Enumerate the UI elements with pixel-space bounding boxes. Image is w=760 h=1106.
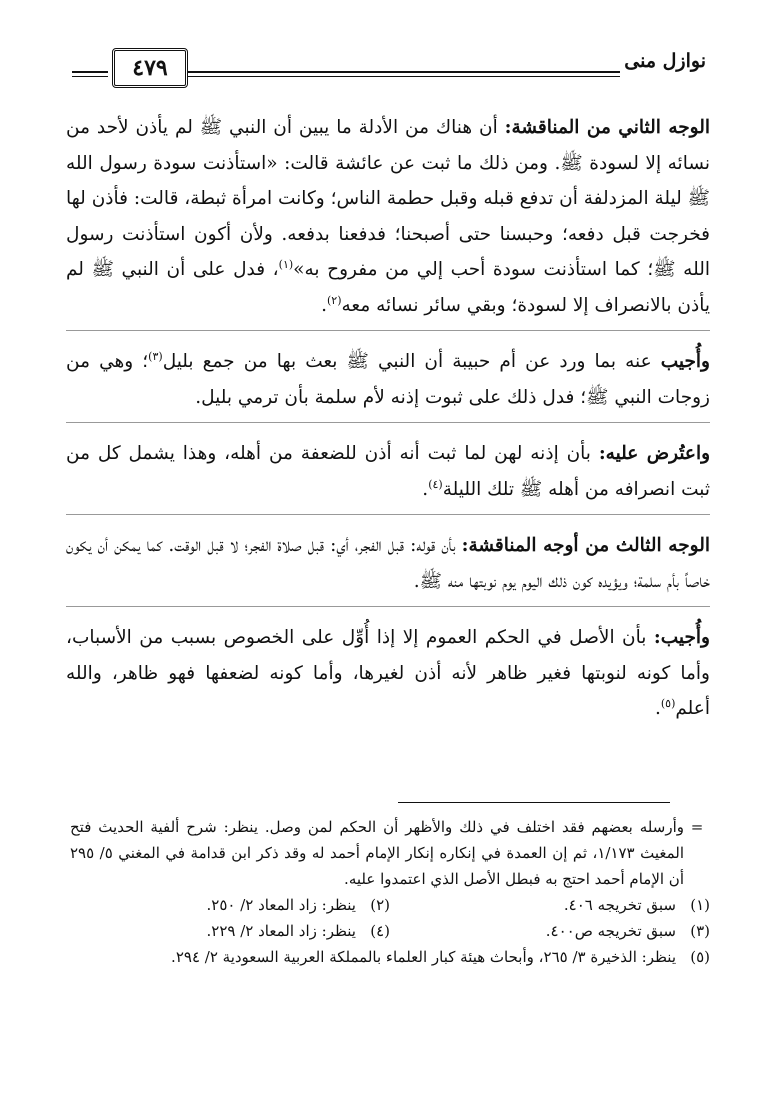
footnote-row [70, 892, 710, 918]
paragraph-text: ، فدل على أن النبي ﷺ لم يأذن بالانصراف إلا لسودة؛ وبقي سائر نسائه معه [66, 259, 710, 316]
paragraph-text: . [654, 698, 661, 719]
footnote-row [70, 918, 710, 944]
footnote-text: سبق تخريجه ص٤٠٠. [545, 922, 676, 940]
header-rule-short [72, 71, 108, 77]
header-title: نوازل منى [624, 50, 706, 72]
paragraph-text: . [422, 478, 429, 500]
footnotes [70, 814, 710, 970]
paragraph-text: ؛ وهي من زوجات النبي ﷺ؛ فدل ذلك على ثبوت إذنه لأم سلمة بأن ترمي بليل. [66, 351, 710, 408]
paragraph-answer-2 [66, 620, 710, 730]
footnote-ref: (١) [278, 257, 294, 271]
footnote-separator [398, 802, 670, 803]
footnote-continuation [70, 814, 710, 892]
footnote-ref: (٢) [326, 293, 342, 307]
footnote-number: (٤) [370, 922, 390, 940]
footnote-ref: (٤) [428, 477, 443, 491]
paragraph-second-aspect [66, 110, 710, 331]
footnote-1 [390, 892, 710, 918]
footnote-4 [70, 918, 390, 944]
paragraph-lead: الوجه الثالث من أوجه المناقشة: [461, 535, 710, 556]
paragraph-text: أن هناك من الأدلة ما يبين أن النبي ﷺ لم يأذن لأحد من نسائه إلا لسودة ﷺ. ومن ذلك ما ثبت عن عائشة قالت: «استأذنت سودة رسول الله ﷺ ليلة المزدلفة أن تدفع قبله وقبل حطمة الناس؛ وكانت امرأة ثبطة، قالت: فأذن لها فخرجت قبل دفعه؛ وحبسنا حتى أصبحنا؛ فدفعنا بدفعه. ولأن أكون استأذنت رسول الله ﷺ؛ كما استأذنت سودة أحب إلي من مفروح به» [66, 117, 711, 280]
footnote-3 [390, 918, 710, 944]
footnote-text: ينظر: زاد المعاد ٢/ ٢٢٩. [206, 922, 356, 940]
paragraph-lead: الوجه الثاني من المناقشة: [504, 117, 711, 138]
paragraph-lead: وأُجيب: [653, 627, 710, 648]
footnote-number: (٣) [690, 922, 710, 940]
paragraph-objection [66, 436, 710, 515]
footnote-number: (١) [690, 896, 710, 914]
paragraph-answer-1 [66, 344, 710, 423]
paragraph-text: بأن إذنه لهن لما ثبت أنه أذن للضعفة من أهله، وهذا يشمل كل من ثبت انصرافه من أهله ﷺ تلك الليلة [66, 443, 710, 500]
paragraph-text: بأن قوله: قبل الفجر، أي: قبل صلاة الفجر؛ لا قبل الوقت. كما يمكن أن يكون خاصاً بأم سلمة؛ ويؤيده كون ذلك اليوم يوم نوبتها منه ﷺ. [66, 535, 710, 592]
paragraph-text: بأن الأصل في الحكم العموم إلا إذا أُوِّل على الخصوص بسبب من الأسباب، وأما كونه لنوبتها فغير ظاهر لأنه أذن لغيرها، وأما كونه لضعفها فهو ظاهر، والله أعلم [66, 627, 710, 719]
footnote-text: سبق تخريجه ٤٠٦. [563, 896, 676, 914]
footnote-ref: (٥) [660, 696, 676, 710]
running-header [72, 48, 706, 88]
footnote-continuation-text: وأرسله بعضهم فقد اختلف في ذلك والأظهر أن الحكم لمن وصل. ينظر: شرح ألفية الحديث فتح المغيث ١/١٧٣، ثم إن العمدة في إنكاره إنكار الإمام أحمد له وقد ذكر ابن قدامة في المغني ٥/ ٢٩٥ أن الإمام أحمد احتج به فبطل الأصل الذي اعتمدوا عليه. [70, 818, 684, 888]
paragraph-third-aspect [66, 528, 710, 607]
footnote-2 [70, 892, 390, 918]
paragraph-lead: وأُجيب [660, 351, 710, 372]
main-text [66, 110, 710, 745]
footnote-5 [70, 944, 710, 970]
footnote-number: (٢) [370, 896, 390, 914]
paragraph-text: . [321, 294, 327, 316]
paragraph-lead: واعتُرض عليه: [598, 443, 711, 464]
continuation-marker: = [690, 818, 704, 836]
header-rule [188, 71, 620, 77]
footnote-ref: (٣) [148, 349, 163, 363]
footnote-text: ينظر: زاد المعاد ٢/ ٢٥٠. [206, 896, 356, 914]
paragraph-text: عنه بما ورد عن أم حبيبة أن النبي ﷺ بعث بها من جمع بليل [162, 351, 661, 372]
footnote-text: ينظر: الذخيرة ٣/ ٢٦٥، وأبحاث هيئة كبار العلماء بالمملكة العربية السعودية ٢/ ٢٩٤. [171, 948, 676, 966]
page-number: ٤٧٩ [112, 48, 188, 88]
footnote-number: (٥) [690, 948, 710, 966]
